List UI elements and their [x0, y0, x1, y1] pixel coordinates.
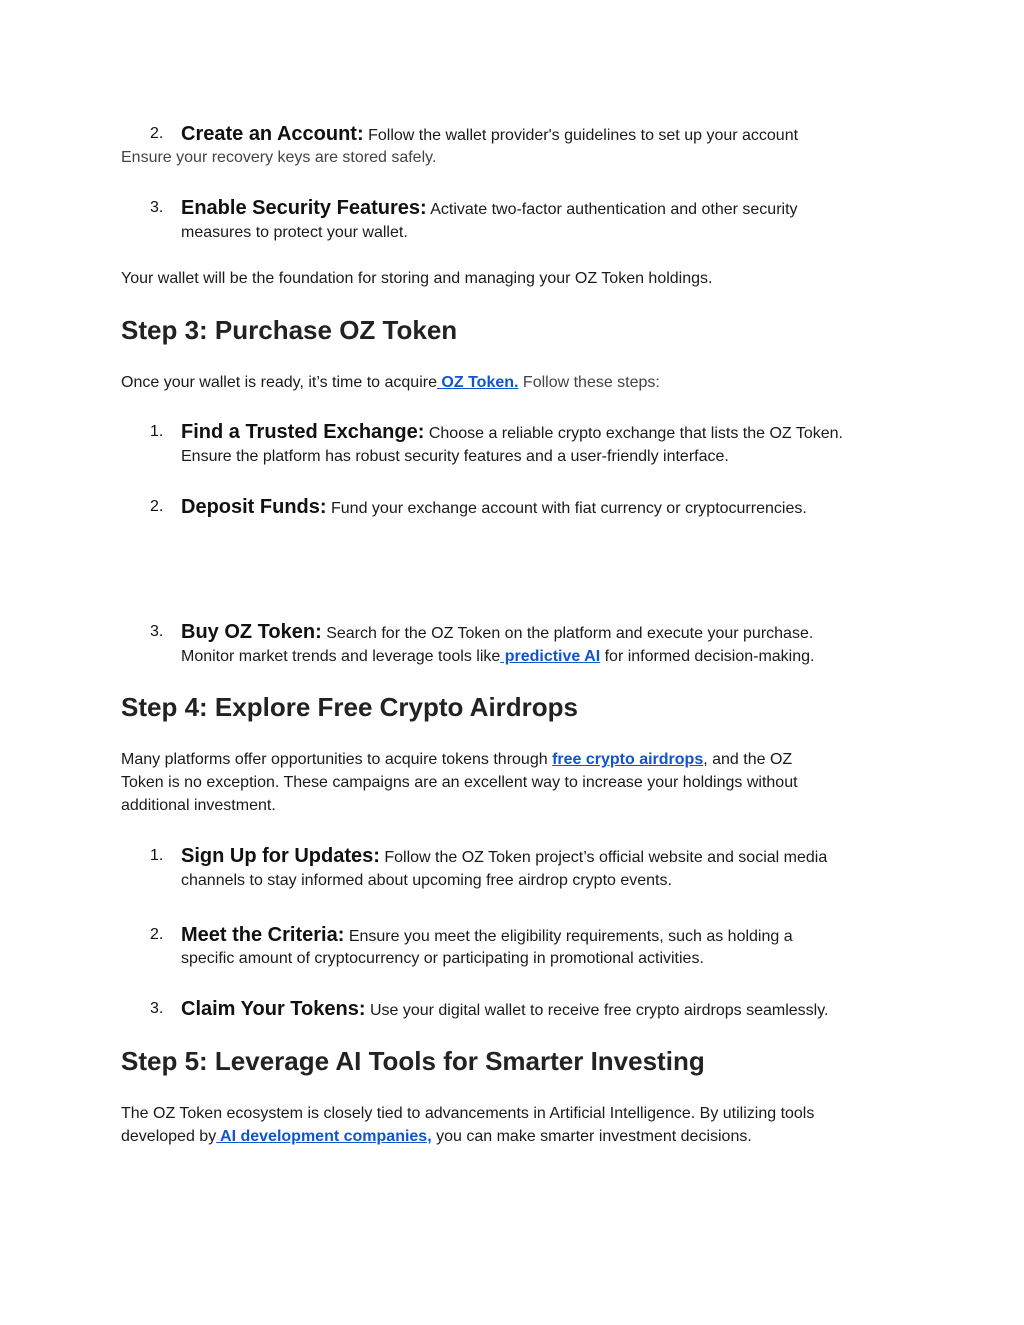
list-item-line — [181, 646, 814, 668]
section-heading: Step 4: Explore Free Crypto Airdrops — [121, 692, 579, 722]
paragraph-text: Many platforms offer opportunities to acquire tokens through — [121, 751, 553, 768]
paragraph — [121, 1126, 752, 1148]
list-item-text: for informed decision-making. — [600, 648, 815, 665]
paragraph-text: Follow these steps: — [518, 374, 660, 391]
list-item-line — [181, 421, 843, 445]
list-number: 3. — [150, 623, 164, 640]
list-number: 2. — [150, 498, 164, 515]
predictive-ai-link[interactable]: predictive AI — [500, 648, 601, 665]
list-item-text: Follow the wallet provider's guidelines to set up your account — [368, 127, 799, 144]
paragraph-line: additional investment. — [121, 797, 276, 814]
list-item-term: Enable Security Features: — [181, 197, 427, 219]
list-number: 3. — [150, 1000, 164, 1017]
ai-development-companies-link[interactable]: AI development companies, — [216, 1128, 432, 1145]
list-item-text: Fund your exchange account with fiat currency or cryptocurrencies. — [331, 500, 807, 517]
list-item-term: Meet the Criteria: — [181, 924, 345, 946]
list-item-line: measures to protect your wallet. — [181, 224, 408, 241]
paragraph-text: developed by — [121, 1128, 217, 1145]
list-number: 2. — [150, 926, 164, 943]
list-item-term: Sign Up for Updates: — [181, 845, 380, 867]
list-number: 2. — [150, 125, 164, 142]
list-item-line: Ensure the platform has robust security features and a user-friendly interface. — [181, 448, 729, 465]
list-item-text: Search for the OZ Token on the platform and execute your purchase. — [326, 625, 814, 642]
list-item-term: Buy OZ Token: — [181, 621, 322, 643]
list-item-line — [181, 845, 827, 869]
paragraph-line: The OZ Token ecosystem is closely tied to advancements in Artificial Intelligence. By utilizing tools — [121, 1105, 815, 1122]
oz-token-link[interactable]: OZ Token. — [436, 374, 519, 391]
list-item-line: specific amount of cryptocurrency or participating in promotional activities. — [181, 950, 704, 967]
list-item-line — [181, 496, 807, 520]
list-item-term: Find a Trusted Exchange: — [181, 421, 425, 443]
section-heading: Step 5: Leverage AI Tools for Smarter Investing — [121, 1046, 705, 1076]
list-item-line — [181, 998, 829, 1022]
list-item-line: channels to stay informed about upcoming free airdrop crypto events. — [181, 872, 672, 889]
list-item-text: Activate two-factor authentication and other security — [430, 201, 798, 218]
list-item-text: Choose a reliable crypto exchange that lists the OZ Token. — [428, 425, 843, 442]
list-item-text: Ensure you meet the eligibility requirements, such as holding a — [348, 928, 793, 945]
paragraph — [121, 749, 792, 771]
list-item-term: Deposit Funds: — [181, 496, 327, 518]
paragraph-text: you can make smarter investment decisions. — [431, 1128, 752, 1145]
list-item-line — [181, 123, 798, 147]
paragraph-line: Token is no exception. These campaigns are an excellent way to increase your holdings without — [121, 774, 798, 791]
list-item-term: Create an Account: — [181, 123, 364, 145]
section-heading: Step 3: Purchase OZ Token — [121, 315, 458, 345]
list-item-line — [181, 197, 798, 221]
paragraph — [121, 372, 660, 394]
paragraph-text: Once your wallet is ready, it’s time to acquire — [121, 374, 437, 391]
list-item-continuation: Ensure your recovery keys are stored safely. — [121, 149, 437, 166]
list-item-text: Use your digital wallet to receive free crypto airdrops seamlessly. — [369, 1002, 829, 1019]
list-item-term: Claim Your Tokens: — [181, 998, 366, 1020]
list-number: 3. — [150, 199, 164, 216]
free-crypto-airdrops-link[interactable]: free crypto airdrops — [552, 751, 704, 768]
list-item-text: Monitor market trends and leverage tools like — [181, 648, 501, 665]
paragraph-text: , and the OZ — [703, 751, 793, 768]
list-number: 1. — [150, 847, 164, 864]
list-item-text: Follow the OZ Token project’s official website and social media — [384, 849, 828, 866]
list-item-line — [181, 621, 813, 645]
list-number: 1. — [150, 423, 164, 440]
paragraph: Your wallet will be the foundation for storing and managing your OZ Token holdings. — [121, 270, 713, 287]
list-item-line — [181, 924, 793, 948]
